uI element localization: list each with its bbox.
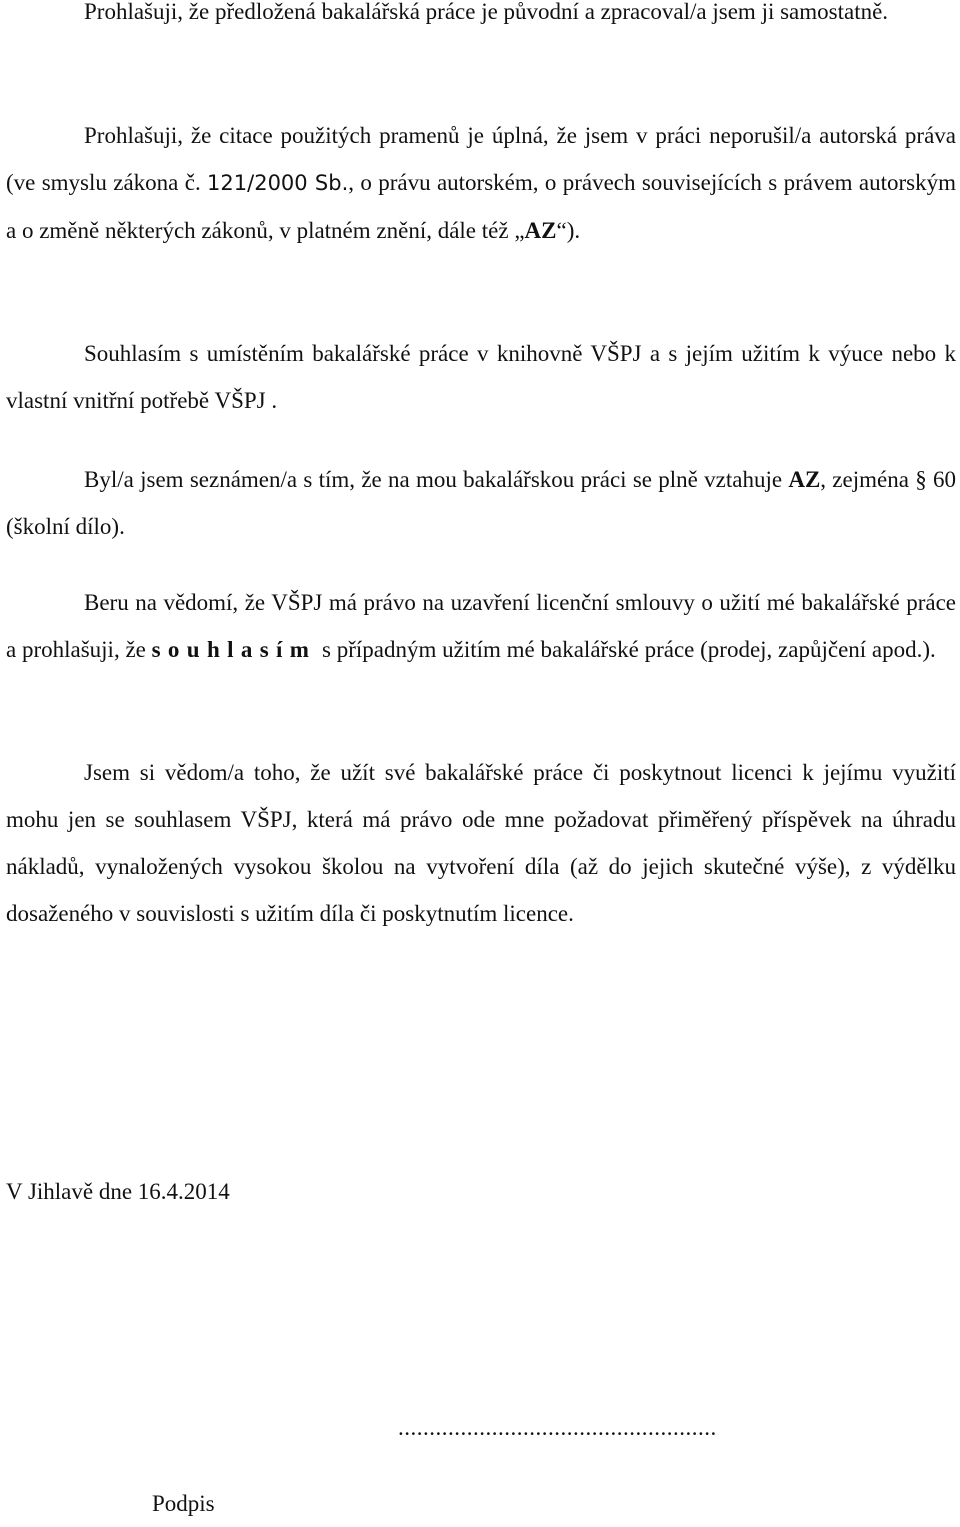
signature-label: Podpis [152,1491,215,1516]
license-text-2: s případným užitím mé bakalářské práce (prodej, zapůjčení apod.). [316,637,936,662]
originality-text: Prohlašuji, že předložená bakalářská práce je původní a zpracoval/a jsem ji samostatně. [84,0,889,24]
school-work-statement [6,456,956,550]
usage-rights-text: Jsem si vědom/a toho, že užít své bakalářské práce či poskytnout licenci k jejímu využití mohu jen se souhlasem VŠPJ, která má právo ode mne požadovat přiměřený příspěvek na úhradu nákladů, vynaložených vysokou školou na vytvoření díla (až do jejich skutečné výše), z výdělku dosaženého v souvislosti s užitím díla či poskytnutím licence. [6,760,956,926]
library-consent-statement [6,330,956,424]
citation-text-2: , o právu autorském, o právech souvisejících s právem autorským a o změně některých zákonů, v platném znění, dále též „ [6,170,956,243]
school-work-text-2: , zejména § 60 (školní dílo). [6,467,956,539]
az-abbreviation: AZ [524,218,557,243]
citation-statement [6,112,956,254]
signature-line: ................................................... [398,1415,717,1440]
citation-text-3: “). [556,218,581,243]
library-consent-text: Souhlasím s umístěním bakalářské práce v knihovně VŠPJ a s jejím užitím k výuce nebo k vlastní vnitřní potřebě VŠPJ . [6,341,956,413]
school-work-text-1: Byl/a jsem seznámen/a s tím, že na mou bakalářskou práci se plně vztahuje [84,467,789,492]
law-number: 121/2000 Sb. [207,171,349,195]
place-date: V Jihlavě dne 16.4.2014 [6,1179,230,1204]
license-statement [6,579,956,673]
usage-rights-statement [6,749,956,937]
license-text-1: Beru na vědomí, že VŠPJ má právo na uzavření licenční smlouvy o užití mé bakalářské práce a prohlašuji, že [6,590,956,662]
consent-emphasis: souhlasím [151,637,317,662]
citation-text-1: Prohlašuji, že citace použitých pramenů je úplná, že jsem v práci neporušil/a autorská práva (ve smyslu zákona č. [6,123,956,195]
az-abbreviation: AZ [788,467,821,492]
originality-statement [6,0,956,35]
